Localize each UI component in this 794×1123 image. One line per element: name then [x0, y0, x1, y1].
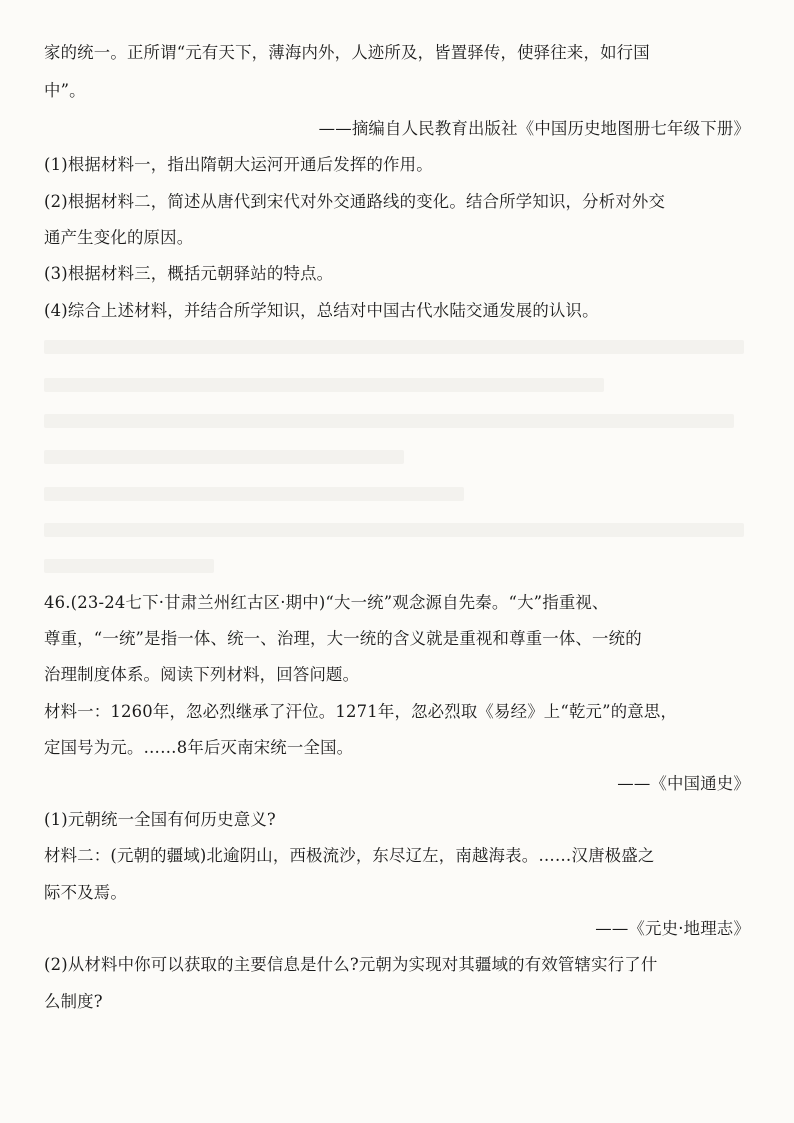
material-text-line: 定国号为元。……8年后灭南宋统一全国。 — [44, 738, 354, 757]
source-citation: ——《元史·地理志》 — [595, 919, 750, 938]
material-text-line: 材料二：(元朝的疆域)北逾阴山，西极流沙，东尽辽左，南越海表。……汉唐极盛之 — [44, 846, 655, 865]
material-text-line: 材料一：1260年，忽必烈继承了汗位。1271年，忽必烈取《易经》上“乾元”的意思， — [44, 702, 678, 721]
material-text-line: 际不及焉。 — [44, 883, 127, 902]
faded-answer-line — [44, 414, 734, 428]
question-item: 通产生变化的原因。 — [44, 228, 194, 247]
faded-answer-line — [44, 340, 744, 354]
question-item: (2)根据材料二，简述从唐代到宋代对外交通路线的变化。结合所学知识，分析对外交 — [44, 192, 666, 211]
faded-answer-line — [44, 450, 404, 464]
question-stem-line: 尊重，“一统”是指一体、统一、治理，大一统的含义就是重视和尊重一体、一统的 — [44, 629, 642, 648]
question-item: (2)从材料中你可以获取的主要信息是什么?元朝为实现对其疆域的有效管辖实行了什 — [44, 955, 658, 974]
faded-answer-line — [44, 378, 604, 392]
source-citation: ——《中国通史》 — [617, 774, 750, 793]
source-citation: ——摘编自人民教育出版社《中国历史地图册七年级下册》 — [318, 119, 750, 138]
question-stem-line: 46.(23-24七下·甘肃兰州红古区·期中)“大一统”观念源自先秦。“大”指重视、 — [44, 593, 609, 612]
faded-answer-line — [44, 559, 214, 573]
question-item: (3)根据材料三，概括元朝驿站的特点。 — [44, 264, 334, 283]
question-stem-line: 治理制度体系。阅读下列材料，回答问题。 — [44, 665, 360, 684]
material-text-line: 中”。 — [44, 81, 86, 100]
material-text-line: 家的统一。正所谓“元有天下，薄海内外，人迹所及，皆置驿传，使驿往来，如行国 — [44, 43, 650, 62]
faded-answer-line — [44, 523, 744, 537]
question-item: (4)综合上述材料，并结合所学知识，总结对中国古代水陆交通发展的认识。 — [44, 301, 599, 320]
faded-answer-line — [44, 487, 464, 501]
question-item: 么制度? — [44, 992, 103, 1011]
question-item: (1)元朝统一全国有何历史意义? — [44, 810, 276, 829]
question-item: (1)根据材料一，指出隋朝大运河开通后发挥的作用。 — [44, 155, 433, 174]
